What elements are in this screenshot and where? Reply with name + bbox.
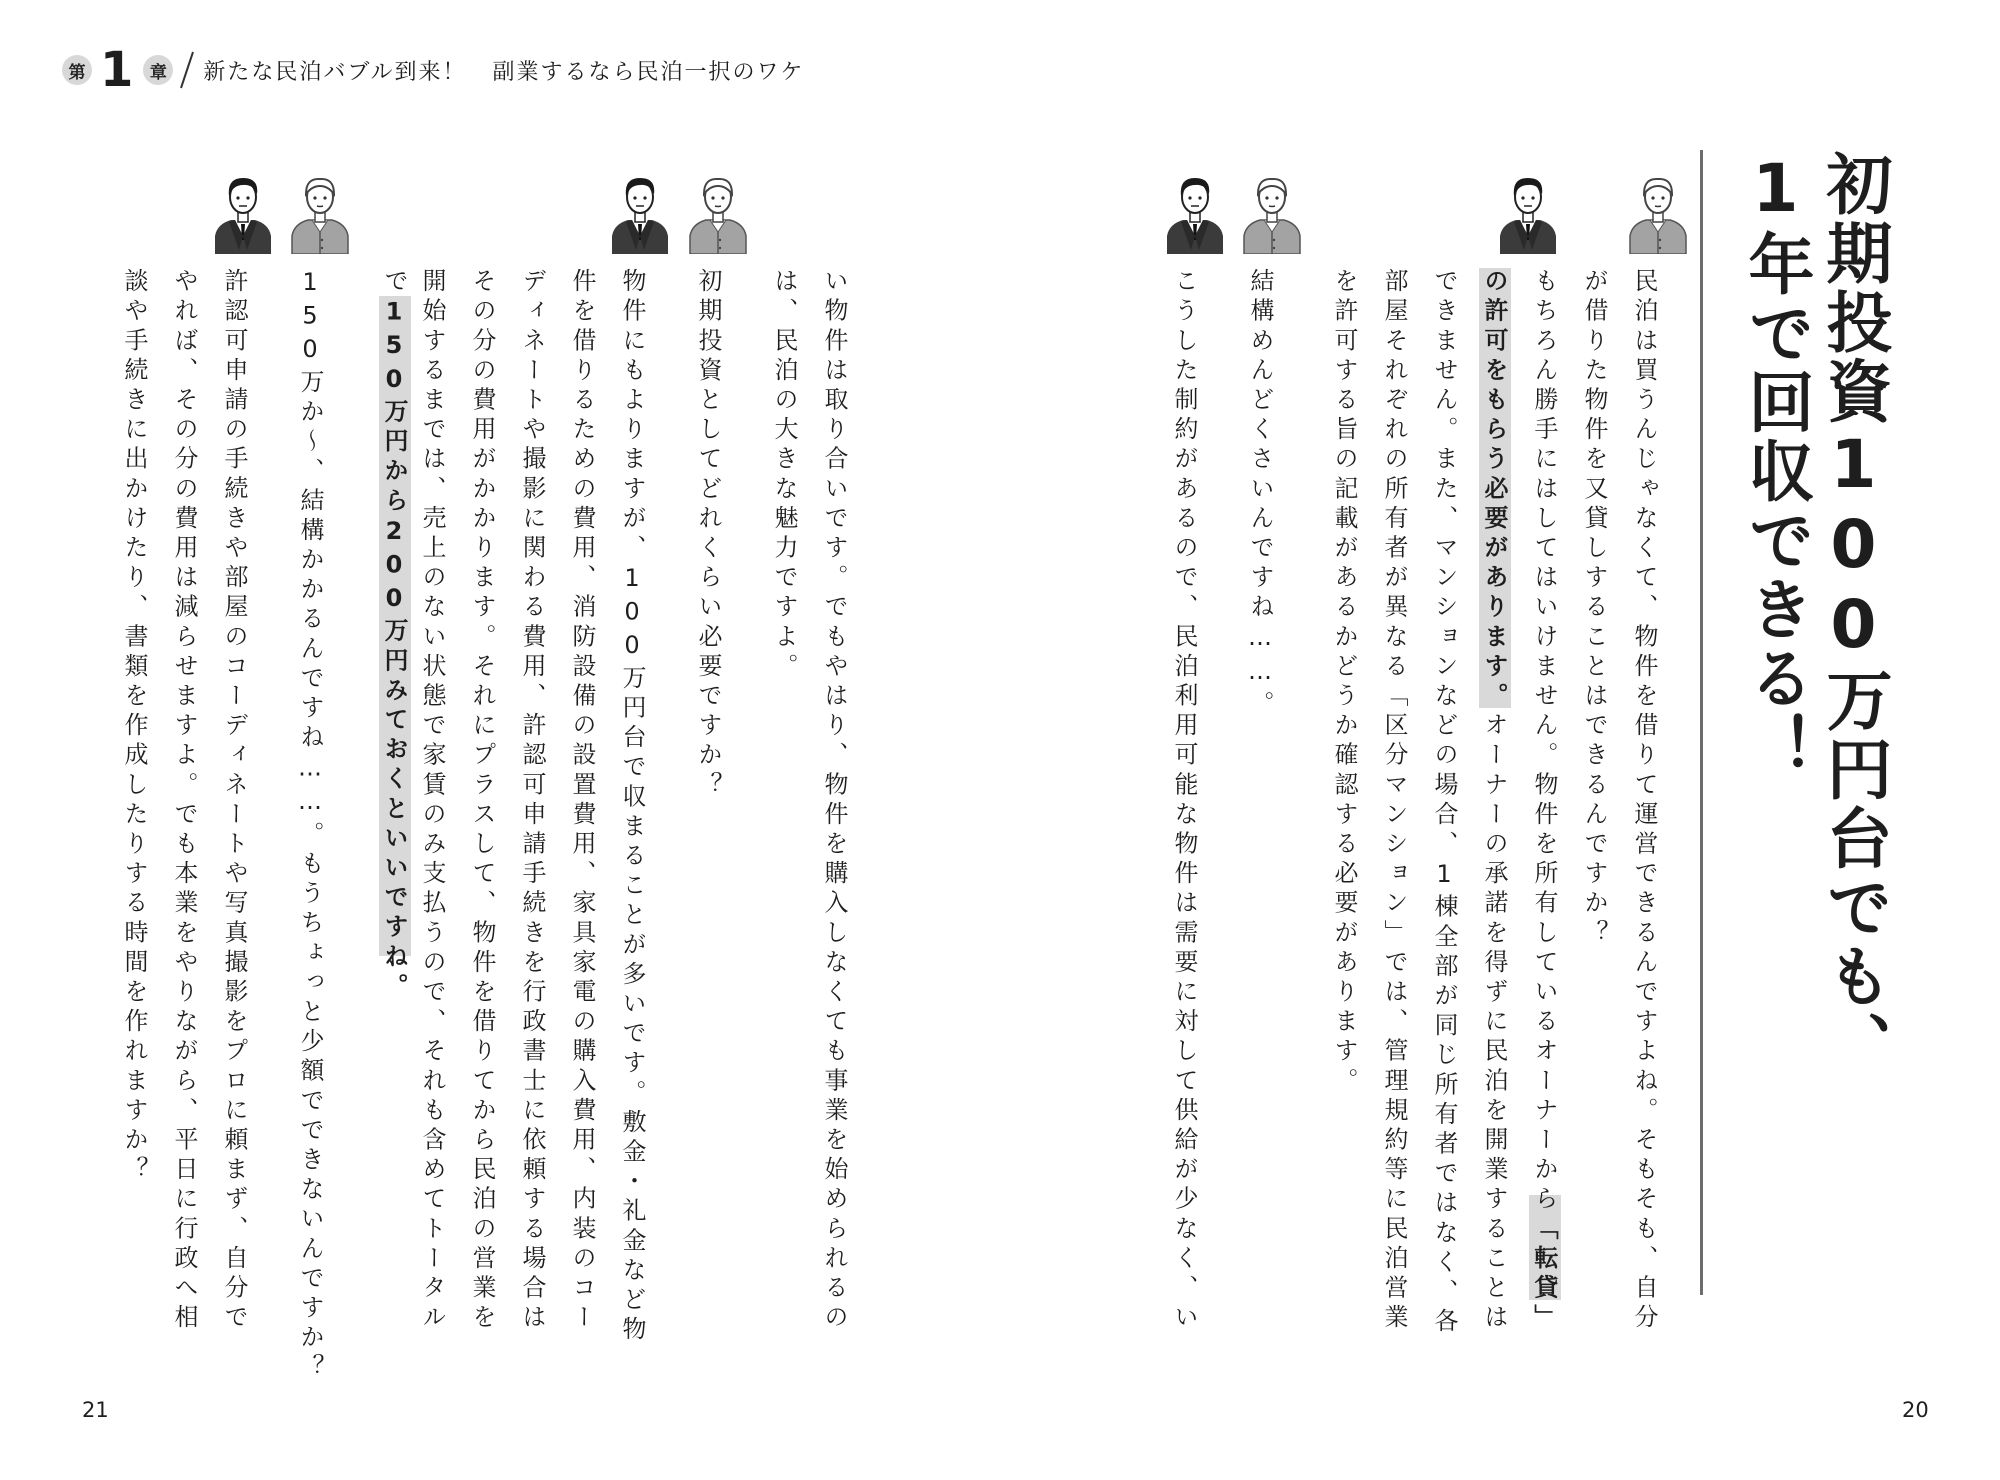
- text-line: 許認可申請の手続きや部屋のコーディネートや写真撮影をプロに頼まず、自分で: [220, 268, 248, 1334]
- running-head: [62, 42, 805, 98]
- businessman-icon: [610, 170, 670, 254]
- person-cardigan-icon: [1628, 170, 1688, 254]
- text-line: [1532, 268, 1556, 1334]
- bold-phrase: 150万円から200万円みておくといいですね。: [380, 297, 408, 1003]
- chapter-number: 1: [100, 42, 134, 98]
- text-line: を許可する旨の記載があるかどうか確認する必要があります。: [1330, 268, 1358, 1097]
- text-line: は、民泊の大きな魅力ですよ。: [770, 268, 798, 683]
- text-line: 民泊は買うんじゃなくて、物件を借りて運営できるんですよね。そもそも、自分: [1630, 268, 1658, 1334]
- text-line: が借りた物件を又貸しすることはできるんですか？: [1580, 268, 1608, 949]
- slash-divider-icon: [179, 50, 195, 90]
- businessman-icon: [1165, 170, 1225, 254]
- bold-phrase: の許可をもらう必要があります。: [1480, 268, 1508, 712]
- text-line: 結構めんどくさいんですね……。: [1246, 268, 1274, 720]
- heading-rule: [1700, 150, 1703, 1295]
- text-line: その分の費用がかかります。それにプラスして、物件を借りてから民泊の営業を: [468, 268, 496, 1334]
- section-heading-line-1: 初期投資100万円台でも、: [1815, 150, 1892, 1080]
- chapter-title: 新たな民泊バブル到来！: [203, 59, 467, 85]
- text-line: [382, 268, 406, 1002]
- chapter-prefix: 第: [62, 55, 92, 85]
- text-line: 開始するまでは、売上のない状態で家賃のみ支払うので、それも含めてトータル: [418, 268, 446, 1334]
- text-line: 件を借りるための費用、消防設備の設置費用、家具家電の購入費用、内装のコー: [568, 268, 596, 1334]
- text-line: 談や手続きに出かけたり、書類を作成したりする時間を作れますか？: [120, 268, 148, 1186]
- businessman-icon: [213, 170, 273, 254]
- person-cardigan-icon: [1242, 170, 1302, 254]
- person-cardigan-icon: [290, 170, 350, 254]
- text-line: 部屋それぞれの所有者が異なる「区分マンション」では、管理規約等に民泊営業: [1380, 268, 1408, 1334]
- text-line: い物件は取り合いです。でもやはり、物件を購入しなくても事業を始められるの: [820, 268, 848, 1334]
- text-line: [1482, 268, 1506, 1334]
- text-line: こうした制約があるので、民泊利用可能な物件は需要に対して供給が少なく、い: [1170, 268, 1198, 1334]
- person-cardigan-icon: [688, 170, 748, 254]
- chapter-suffix: 章: [143, 55, 173, 85]
- businessman-icon: [1498, 170, 1558, 254]
- page-number-right: 20: [1902, 1398, 1929, 1422]
- chapter-subtitle: 副業するなら民泊一択のワケ: [492, 59, 805, 85]
- text-line: できません。また、マンションなどの場合、1棟全部が同じ所有者ではなく、各: [1430, 268, 1458, 1338]
- text-segment: もちろん勝手にはしてはいけません。物件を所有しているオーナーから: [1530, 268, 1558, 1216]
- bold-phrase: 「転貸」: [1530, 1215, 1558, 1334]
- text-line: やれば、その分の費用は減らせますよ。でも本業をやりながら、平日に行政へ相: [170, 268, 198, 1334]
- page-number-left: 21: [82, 1398, 109, 1422]
- text-segment: で: [380, 268, 408, 298]
- section-heading-line-2: 1年で回収できる！: [1737, 150, 1814, 782]
- text-line: 150万か〜、結構かかるんですね……。もうちょっと少額でできないんですか？: [296, 268, 324, 1384]
- text-line: 初期投資としてどれくらい必要ですか？: [694, 268, 722, 801]
- text-line: 物件にもよりますが、100万円台で収まることが多いです。敷金・礼金など物: [618, 268, 646, 1346]
- text-line: ディネートや撮影に関わる費用、許認可申請手続きを行政書士に依頼する場合は: [518, 268, 546, 1334]
- text-segment: オーナーの承諾を得ずに民泊を開業することは: [1480, 712, 1508, 1334]
